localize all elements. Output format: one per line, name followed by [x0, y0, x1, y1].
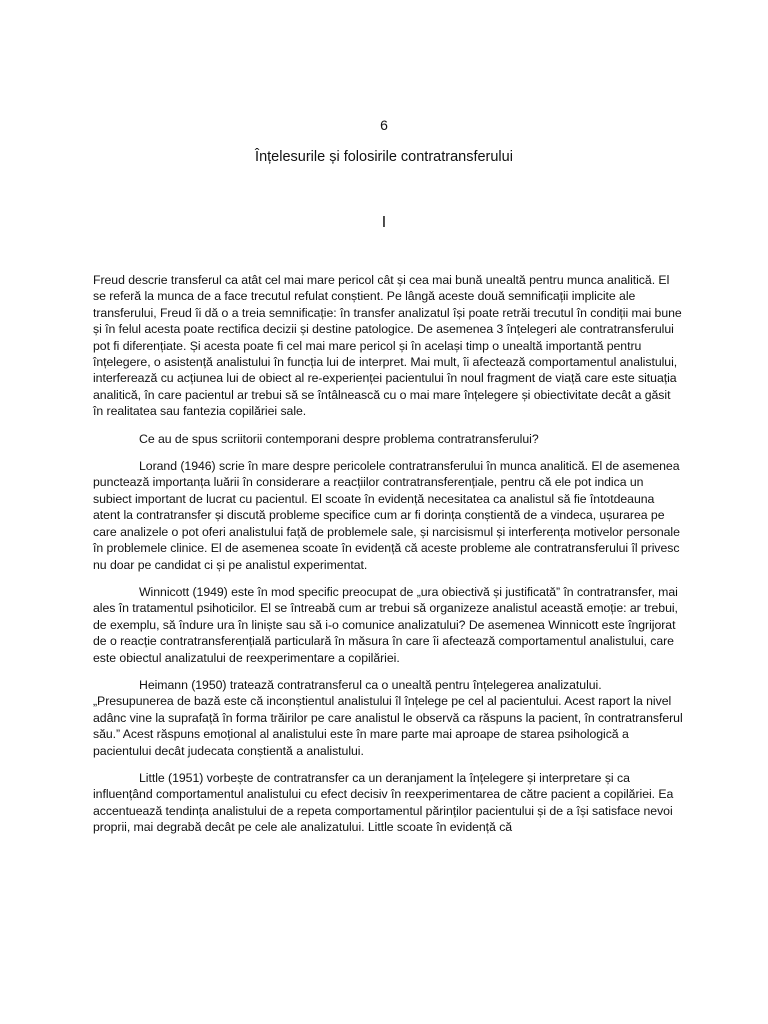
- paragraph-little: Little (1951) vorbește de contratransfer ca un deranjament la înțelegere și interpretare și ca influențând comportamentul analistului cu efect decisiv în reexperimentarea de către pacient a copilăriei. Ea accentuează tendința analistului de a repeta comportamentul părinților pacientului și de a își satisface nevoi proprii, mai degrabă decât pe cele ale analizatului. Little scoate în evidență că: [93, 770, 674, 835]
- body-text: [93, 272, 683, 847]
- paragraph-winnicott: Winnicott (1949) este în mod specific preocupat de „ura obiectivă și justificată” în contratransfer, mai ales în tratamentul psihoticilor. El se întreabă cum ar trebui să organizeze analistul această emoție: ar trebui, de exemplu, să îndure ura în liniște sau să i-o comunice analizatului? De asemenea Winnicott este îngrijorat de o reacție contratransferențială particulară în măsura în care îi afectează comportamentul analistului, care este obiectul analizatului de reexperimentare a copilăriei.: [93, 584, 678, 665]
- paragraph-lorand: Lorand (1946) scrie în mare despre pericolele contratransferului în munca analitică. El de asemenea punctează importanța luării în considerare a reacțiilor contratransferențiale, pentru că ele pot indica un subiect important de lucrat cu pacientul. El scoate în evidență necesitatea ca analistul să fie întotdeauna atent la contratransfer și discută probleme specifice cum ar fi dorința conștientă de a vindeca, ușurarea pe care analizele o pot oferi analistului față de problemele sale, și narcisismul și interferența motivelor personale în problemele clinice. El de asemenea scoate în evidență că aceste probleme ale contratransferului îl privesc nu doar pe candidat ci și pe analistul experimentat.: [93, 459, 680, 572]
- paragraph-freud: Freud descrie transferul ca atât cel mai mare pericol cât și cea mai bună unealtă pentru munca analitică. El se referă la munca de a face trecutul refulat conștient. Pe lângă aceste două semnificații implicite ale transferului, Freud îi dă o a treia semnificație: în transfer analizatul își poate retrăi trecutul în condiții mai bune și în felul acesta poate rectifica decizii și destine patologice. De asemenea 3 înțelegeri ale contratransferului pot fi diferențiate. Și acesta poate fi cel mai mare pericol și în același timp o unealtă importantă pentru înțelegere, o asistență analistului în funcția lui de interpret. Mai mult, îi afectează comportamentul analistului, interferează cu acțiunea lui de obiect al re-experienței pacientului în noul fragment de viață care este situația analitică, în care pacientul ar trebui să se întâlnească cu o mai mare înțelegere și obiectivitate decât a găsit în realitatea sau fantezia copilăriei sale.: [93, 273, 682, 419]
- paragraph-heimann: Heimann (1950) tratează contratransferul ca o unealtă pentru înțelegerea analizatului. „Presupunerea de bază este că inconștientul analistului îl înțelege pe cel al pacientului. Acest raport la nivel adânc vine la suprafață în forma trăirilor pe care analistul le observă ca răspuns la pacient, în contratransferul său.” Acest răspuns emoțional al analistului este în mare parte mai aproape de starea psihologică a pacientului decât judecata conștientă a analistului.: [93, 677, 683, 758]
- paragraph-question: Ce au de spus scriitorii contemporani despre problema contratransferului?: [139, 431, 539, 446]
- chapter-title: Înțelesurile și folosirile contratransferului: [255, 149, 513, 165]
- chapter-number: 6: [380, 117, 388, 133]
- section-number: I: [381, 214, 387, 231]
